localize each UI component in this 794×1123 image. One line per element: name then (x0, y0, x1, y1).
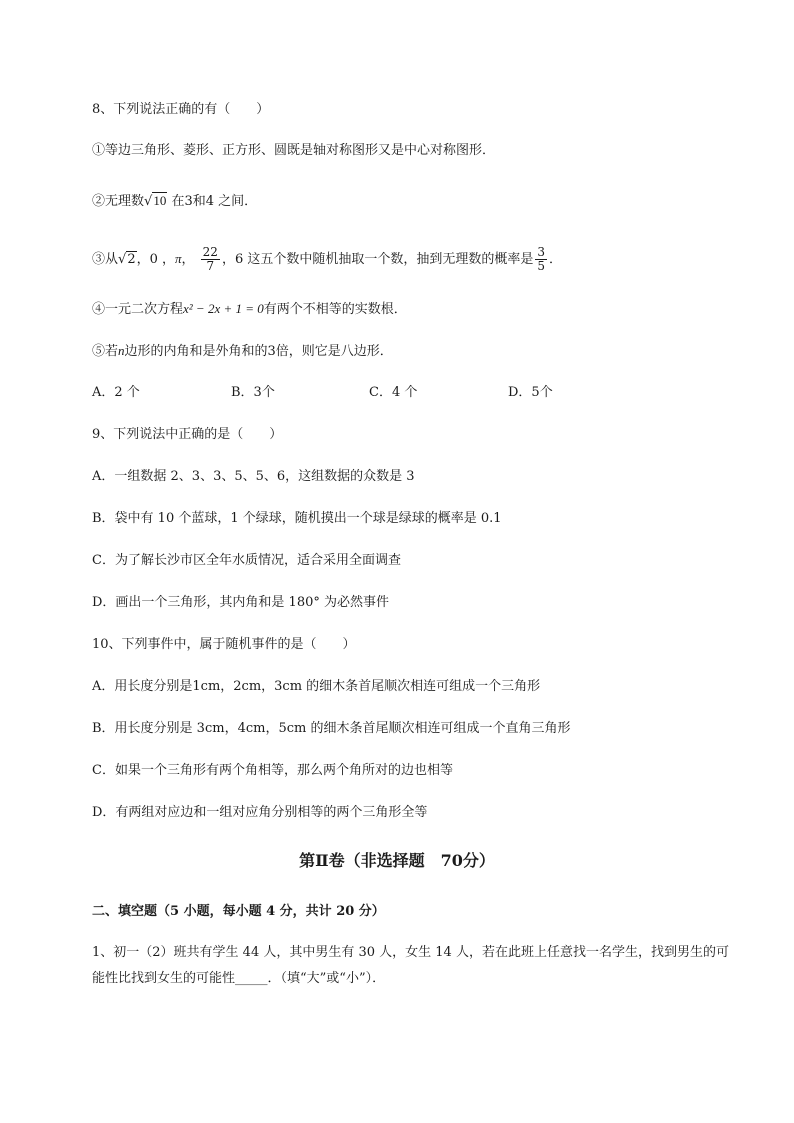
q8-s5-post: 边形的内角和是外角和的3倍，则它是八边形． (124, 344, 393, 359)
q8-s3-mid3: ，6 这五个数中随机抽取一个数，抽到无理数的概率是 (221, 252, 534, 267)
q8-s2-post: 在3和4 之间． (171, 194, 258, 209)
quadratic-equation: x² − 2x + 1 = 0 (183, 301, 264, 316)
q8-s3-mid1: ，0 ， (136, 252, 175, 267)
q8-statement-4 (92, 300, 407, 319)
fraction-3-5: $\frac{3}{5}$ (537, 245, 545, 273)
q8-s5-pre: ⑤若 (92, 344, 119, 359)
q8-option-a: A．2 个 (92, 385, 140, 400)
q10-option-a: A．用长度分别是1cm，2cm，3cm 的细木条首尾顺次相连可组成一个三角形 (92, 679, 541, 694)
q9-stem: 9、下列说法中正确的是（ ） (92, 427, 283, 442)
q8-option-b: B．3个 (231, 385, 275, 400)
q10-option-d: D．有两组对应边和一组对应角分别相等的两个三角形全等 (92, 805, 428, 820)
q8-stem: 8、下列说法正确的有（ ） (92, 102, 270, 117)
sqrt-10: √10 (144, 193, 167, 209)
q10-stem: 10、下列事件中，属于随机事件的是（ ） (92, 637, 356, 652)
q9-option-c: C．为了解长沙市区全年水质情况，适合采用全面调查 (92, 553, 401, 568)
q8-option-d: D．5个 (508, 385, 553, 400)
q8-statement-3 (92, 244, 562, 275)
fill-in-section-heading: 二、填空题（5 小题，每小题 4 分，共计 20 分） (92, 904, 385, 919)
part2-title: 第Ⅱ卷（非选择题 70分） (299, 851, 495, 870)
q9-option-b: B．袋中有 10 个蓝球，1 个绿球，随机摸出一个球是绿球的概率是 0.1 (92, 511, 502, 526)
q8-statement-2 (92, 192, 257, 211)
q8-statement-1: ①等边三角形、菱形、正方形、圆既是轴对称图形又是中心对称图形． (92, 143, 496, 158)
fill-question-1: 1、初一（2）班共有学生 44 人，其中男生有 30 人，女生 14 人，若在此班上任意找一名学生，找到男生的可能性比找到女生的可能性_____．（填“大”或“小”）． (92, 945, 729, 986)
q10-option-c: C．如果一个三角形有两个角相等，那么两个角所对的边也相等 (92, 763, 453, 778)
q8-s3-mid2: ， (181, 252, 195, 267)
q8-s4-pre: ④一元二次方程 (92, 302, 184, 317)
n-variable: n (118, 343, 125, 358)
fraction-22-7: $\frac{22}{7}$ (202, 245, 218, 273)
q8-s4-post: 有两个不相等的实数根． (263, 302, 407, 317)
q8-option-c: C．4 个 (369, 385, 418, 400)
q9-option-d: D．画出一个三角形，其内角和是 180° 为必然事件 (92, 595, 390, 610)
q8-s3-end: ． (549, 252, 563, 267)
q8-s3-pre: ③从 (92, 252, 119, 267)
q8-s2-pre: ②无理数 (92, 194, 145, 209)
sqrt-2: √2 (118, 252, 136, 267)
q8-statement-5 (92, 342, 393, 361)
q9-option-a: A．一组数据 2、3、3、5、5、6，这组数据的众数是 3 (92, 469, 415, 484)
pi-symbol: π (175, 251, 182, 266)
q10-option-b: B．用长度分别是 3cm，4cm，5cm 的细木条首尾顺次相连可组成一个直角三角形 (92, 721, 571, 736)
